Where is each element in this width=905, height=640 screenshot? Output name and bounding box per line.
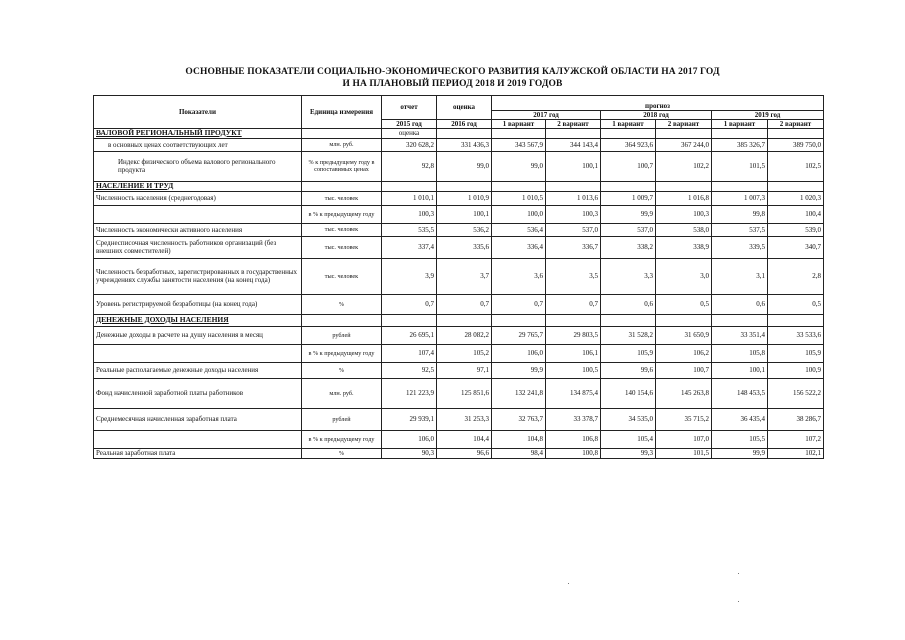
value-cell: 90,3 xyxy=(382,448,437,458)
value-cell: 3,5 xyxy=(546,258,601,294)
value-cell: 320 628,2 xyxy=(382,138,437,151)
section-row xyxy=(94,314,824,326)
value-cell: 539,0 xyxy=(768,223,824,236)
indicator-name: Реальная заработная плата xyxy=(94,448,302,458)
table-row xyxy=(94,294,824,314)
value-cell: оценка xyxy=(382,128,437,138)
value-cell xyxy=(546,128,601,138)
header-2017-variant-1: 1 вариант xyxy=(492,119,546,128)
value-cell: 1 010,9 xyxy=(437,191,492,205)
value-cell: 100,3 xyxy=(546,205,601,223)
value-cell: 134 875,4 xyxy=(546,378,601,408)
table-row xyxy=(94,205,824,223)
value-cell: 0,6 xyxy=(712,294,768,314)
value-cell: 1 013,6 xyxy=(546,191,601,205)
value-cell: 102,5 xyxy=(768,151,824,181)
value-cell: 331 436,3 xyxy=(437,138,492,151)
value-cell: 140 154,6 xyxy=(601,378,656,408)
value-cell xyxy=(382,314,437,326)
value-cell xyxy=(712,314,768,326)
value-cell: 104,8 xyxy=(492,430,546,448)
value-cell: 34 535,0 xyxy=(601,408,656,430)
value-cell: 100,0 xyxy=(492,205,546,223)
value-cell: 104,4 xyxy=(437,430,492,448)
value-cell xyxy=(546,314,601,326)
value-cell xyxy=(656,128,712,138)
value-cell: 1 007,3 xyxy=(712,191,768,205)
value-cell: 1 009,7 xyxy=(601,191,656,205)
header-estimate: оценка xyxy=(437,96,492,120)
value-cell: 535,5 xyxy=(382,223,437,236)
value-cell xyxy=(768,128,824,138)
indicator-name: Численность населения (среднегодовая) xyxy=(94,191,302,205)
value-cell xyxy=(712,181,768,191)
value-cell: 367 244,0 xyxy=(656,138,712,151)
unit-cell: % xyxy=(302,362,382,378)
value-cell: 536,2 xyxy=(437,223,492,236)
indicator-name xyxy=(94,344,302,362)
unit-cell: тыс. человек xyxy=(302,258,382,294)
value-cell: 92,5 xyxy=(382,362,437,378)
value-cell: 100,7 xyxy=(601,151,656,181)
value-cell: 338,2 xyxy=(601,236,656,258)
value-cell: 33 351,4 xyxy=(712,326,768,344)
value-cell xyxy=(492,181,546,191)
value-cell: 100,3 xyxy=(382,205,437,223)
value-cell: 537,0 xyxy=(546,223,601,236)
table-row xyxy=(94,362,824,378)
unit-cell: % xyxy=(302,294,382,314)
value-cell: 385 326,7 xyxy=(712,138,768,151)
value-cell: 33 378,7 xyxy=(546,408,601,430)
header-forecast: прогноз xyxy=(492,102,824,111)
value-cell: 31 650,9 xyxy=(656,326,712,344)
section-row xyxy=(94,181,824,191)
value-cell: 105,9 xyxy=(768,344,824,362)
value-cell: 106,2 xyxy=(656,344,712,362)
value-cell: 92,8 xyxy=(382,151,437,181)
value-cell: 1 010,1 xyxy=(382,191,437,205)
unit-cell: тыс. человек xyxy=(302,236,382,258)
value-cell xyxy=(546,181,601,191)
table-row xyxy=(94,151,824,181)
header-year-2017: 2017 год xyxy=(492,110,601,119)
unit-cell xyxy=(302,314,382,326)
table-row xyxy=(94,191,824,205)
header-2018-variant-2: 2 вариант xyxy=(656,119,712,128)
value-cell: 2,8 xyxy=(768,258,824,294)
value-cell: 32 763,7 xyxy=(492,408,546,430)
unit-cell: млн. руб. xyxy=(302,378,382,408)
value-cell: 26 695,1 xyxy=(382,326,437,344)
value-cell xyxy=(712,128,768,138)
value-cell: 100,9 xyxy=(768,362,824,378)
value-cell: 99,8 xyxy=(712,205,768,223)
value-cell: 3,9 xyxy=(382,258,437,294)
value-cell: 107,4 xyxy=(382,344,437,362)
value-cell: 0,7 xyxy=(382,294,437,314)
value-cell: 3,1 xyxy=(712,258,768,294)
value-cell xyxy=(492,128,546,138)
header-year-2019: 2019 год xyxy=(712,110,824,119)
value-cell: 105,2 xyxy=(437,344,492,362)
value-cell: 100,4 xyxy=(768,205,824,223)
value-cell: 105,4 xyxy=(601,430,656,448)
table-row xyxy=(94,223,824,236)
value-cell: 97,1 xyxy=(437,362,492,378)
value-cell: 336,4 xyxy=(492,236,546,258)
value-cell: 0,6 xyxy=(601,294,656,314)
document-title-line-2: И НА ПЛАНОВЫЙ ПЕРИОД 2018 И 2019 ГОДОВ xyxy=(342,79,563,89)
value-cell: 0,5 xyxy=(768,294,824,314)
header-year-2015: 2015 год xyxy=(382,119,437,128)
value-cell: 0,5 xyxy=(656,294,712,314)
value-cell: 537,0 xyxy=(601,223,656,236)
value-cell: 99,0 xyxy=(492,151,546,181)
value-cell: 335,6 xyxy=(437,236,492,258)
value-cell xyxy=(437,181,492,191)
value-cell: 3,0 xyxy=(656,258,712,294)
unit-cell: тыс. человек xyxy=(302,223,382,236)
table-row xyxy=(94,448,824,458)
indicator-name: ВАЛОВОЙ РЕГИОНАЛЬНЫЙ ПРОДУКТ xyxy=(94,128,302,138)
value-cell: 106,0 xyxy=(492,344,546,362)
unit-cell: % к предыдущему году в сопоставимых ценах xyxy=(302,151,382,181)
value-cell: 1 020,3 xyxy=(768,191,824,205)
header-2019-variant-2: 2 вариант xyxy=(768,119,824,128)
scan-speck xyxy=(568,583,569,584)
header-indicators: Показатели xyxy=(94,96,302,129)
value-cell: 145 263,8 xyxy=(656,378,712,408)
value-cell: 29 803,5 xyxy=(546,326,601,344)
scan-speck xyxy=(738,573,739,574)
indicator-name: Среднесписочная численность работников организаций (без внешних совместителей) xyxy=(94,236,302,258)
value-cell: 100,1 xyxy=(546,151,601,181)
unit-cell: в % к предыдущему году xyxy=(302,430,382,448)
value-cell: 31 253,3 xyxy=(437,408,492,430)
value-cell: 29 939,1 xyxy=(382,408,437,430)
indicator-name: Уровень регистрируемой безработицы (на конец года) xyxy=(94,294,302,314)
unit-cell: рублей xyxy=(302,408,382,430)
value-cell: 99,9 xyxy=(712,448,768,458)
value-cell: 106,8 xyxy=(546,430,601,448)
table-row xyxy=(94,326,824,344)
value-cell: 339,5 xyxy=(712,236,768,258)
value-cell: 99,9 xyxy=(601,205,656,223)
unit-cell: в % к предыдущему году xyxy=(302,205,382,223)
value-cell: 3,6 xyxy=(492,258,546,294)
value-cell: 99,0 xyxy=(437,151,492,181)
value-cell: 389 750,0 xyxy=(768,138,824,151)
value-cell: 31 528,2 xyxy=(601,326,656,344)
document-title-line-1: ОСНОВНЫЕ ПОКАЗАТЕЛИ СОЦИАЛЬНО-ЭКОНОМИЧЕСКОГО РАЗВИТИЯ КАЛУЖСКОЙ ОБЛАСТИ НА 2017 ГОД xyxy=(185,67,720,77)
indicator-name: Фонд начисленной заработной платы работников xyxy=(94,378,302,408)
value-cell: 36 435,4 xyxy=(712,408,768,430)
value-cell: 0,7 xyxy=(437,294,492,314)
header-2017-variant-2: 2 вариант xyxy=(546,119,601,128)
table-row xyxy=(94,378,824,408)
value-cell xyxy=(656,181,712,191)
value-cell: 156 522,2 xyxy=(768,378,824,408)
value-cell: 3,7 xyxy=(437,258,492,294)
value-cell: 1 016,8 xyxy=(656,191,712,205)
value-cell: 101,5 xyxy=(656,448,712,458)
indicator-name xyxy=(94,430,302,448)
section-row xyxy=(94,128,824,138)
table-row xyxy=(94,138,824,151)
indicator-name: Денежные доходы в расчете на душу населения в месяц xyxy=(94,326,302,344)
value-cell xyxy=(656,314,712,326)
header-year-2018: 2018 год xyxy=(601,110,712,119)
unit-cell: тыс. человек xyxy=(302,191,382,205)
indicator-name: Численность безработных, зарегистрированных в государственных учреждениях службы занятости населения (на конец года) xyxy=(94,258,302,294)
value-cell xyxy=(601,314,656,326)
value-cell: 337,4 xyxy=(382,236,437,258)
value-cell: 0,7 xyxy=(492,294,546,314)
indicator-name: Реальные располагаемые денежные доходы населения xyxy=(94,362,302,378)
value-cell: 107,0 xyxy=(656,430,712,448)
unit-cell: % xyxy=(302,448,382,458)
unit-cell: млн. руб. xyxy=(302,138,382,151)
table-row xyxy=(94,430,824,448)
value-cell: 100,8 xyxy=(546,448,601,458)
value-cell: 340,7 xyxy=(768,236,824,258)
indicator-name: Численность экономически активного населения xyxy=(94,223,302,236)
value-cell: 100,7 xyxy=(656,362,712,378)
value-cell: 121 223,9 xyxy=(382,378,437,408)
value-cell xyxy=(492,314,546,326)
value-cell: 29 765,7 xyxy=(492,326,546,344)
value-cell: 343 567,9 xyxy=(492,138,546,151)
indicator-name: НАСЕЛЕНИЕ И ТРУД xyxy=(94,181,302,191)
unit-cell xyxy=(302,181,382,191)
table-row xyxy=(94,408,824,430)
value-cell: 96,6 xyxy=(437,448,492,458)
indicator-name: в основных ценах соответствующих лет xyxy=(94,138,302,151)
unit-cell xyxy=(302,128,382,138)
header-unit: Единица измерения xyxy=(302,96,382,129)
value-cell: 0,7 xyxy=(546,294,601,314)
value-cell: 537,5 xyxy=(712,223,768,236)
value-cell: 336,7 xyxy=(546,236,601,258)
value-cell xyxy=(768,181,824,191)
table-body xyxy=(94,128,824,458)
value-cell: 100,3 xyxy=(656,205,712,223)
value-cell: 106,0 xyxy=(382,430,437,448)
indicator-name: Среднемесячная начисленная заработная плата xyxy=(94,408,302,430)
value-cell: 1 010,5 xyxy=(492,191,546,205)
value-cell: 536,4 xyxy=(492,223,546,236)
value-cell: 28 082,2 xyxy=(437,326,492,344)
value-cell: 364 923,6 xyxy=(601,138,656,151)
value-cell: 105,9 xyxy=(601,344,656,362)
value-cell: 33 533,6 xyxy=(768,326,824,344)
value-cell: 99,6 xyxy=(601,362,656,378)
value-cell xyxy=(768,314,824,326)
value-cell: 3,3 xyxy=(601,258,656,294)
value-cell: 38 286,7 xyxy=(768,408,824,430)
value-cell xyxy=(601,181,656,191)
header-report: отчет xyxy=(382,96,437,120)
value-cell: 105,5 xyxy=(712,430,768,448)
value-cell: 538,0 xyxy=(656,223,712,236)
value-cell: 100,1 xyxy=(437,205,492,223)
value-cell: 35 715,2 xyxy=(656,408,712,430)
value-cell: 344 143,4 xyxy=(546,138,601,151)
value-cell xyxy=(601,128,656,138)
value-cell: 101,5 xyxy=(712,151,768,181)
value-cell xyxy=(382,181,437,191)
value-cell: 107,2 xyxy=(768,430,824,448)
indicator-name xyxy=(94,205,302,223)
header-2019-variant-1: 1 вариант xyxy=(712,119,768,128)
value-cell: 338,9 xyxy=(656,236,712,258)
value-cell xyxy=(437,128,492,138)
table-row xyxy=(94,236,824,258)
value-cell: 99,3 xyxy=(601,448,656,458)
unit-cell: рублей xyxy=(302,326,382,344)
value-cell: 102,1 xyxy=(768,448,824,458)
value-cell: 100,5 xyxy=(546,362,601,378)
value-cell: 148 453,5 xyxy=(712,378,768,408)
scan-speck xyxy=(738,601,739,602)
value-cell: 99,9 xyxy=(492,362,546,378)
value-cell: 98,4 xyxy=(492,448,546,458)
indicator-name: ДЕНЕЖНЫЕ ДОХОДЫ НАСЕЛЕНИЯ xyxy=(94,314,302,326)
value-cell: 132 241,8 xyxy=(492,378,546,408)
indicators-table xyxy=(93,95,824,459)
value-cell xyxy=(437,314,492,326)
value-cell: 100,1 xyxy=(712,362,768,378)
value-cell: 125 851,6 xyxy=(437,378,492,408)
table-row xyxy=(94,258,824,294)
value-cell: 102,2 xyxy=(656,151,712,181)
table-row xyxy=(94,344,824,362)
unit-cell: в % к предыдущему году xyxy=(302,344,382,362)
value-cell: 106,1 xyxy=(546,344,601,362)
indicator-name: Индекс физического объема валового регионального продукта xyxy=(94,151,302,181)
value-cell: 105,8 xyxy=(712,344,768,362)
header-year-2016: 2016 год xyxy=(437,119,492,128)
header-2018-variant-1: 1 вариант xyxy=(601,119,656,128)
